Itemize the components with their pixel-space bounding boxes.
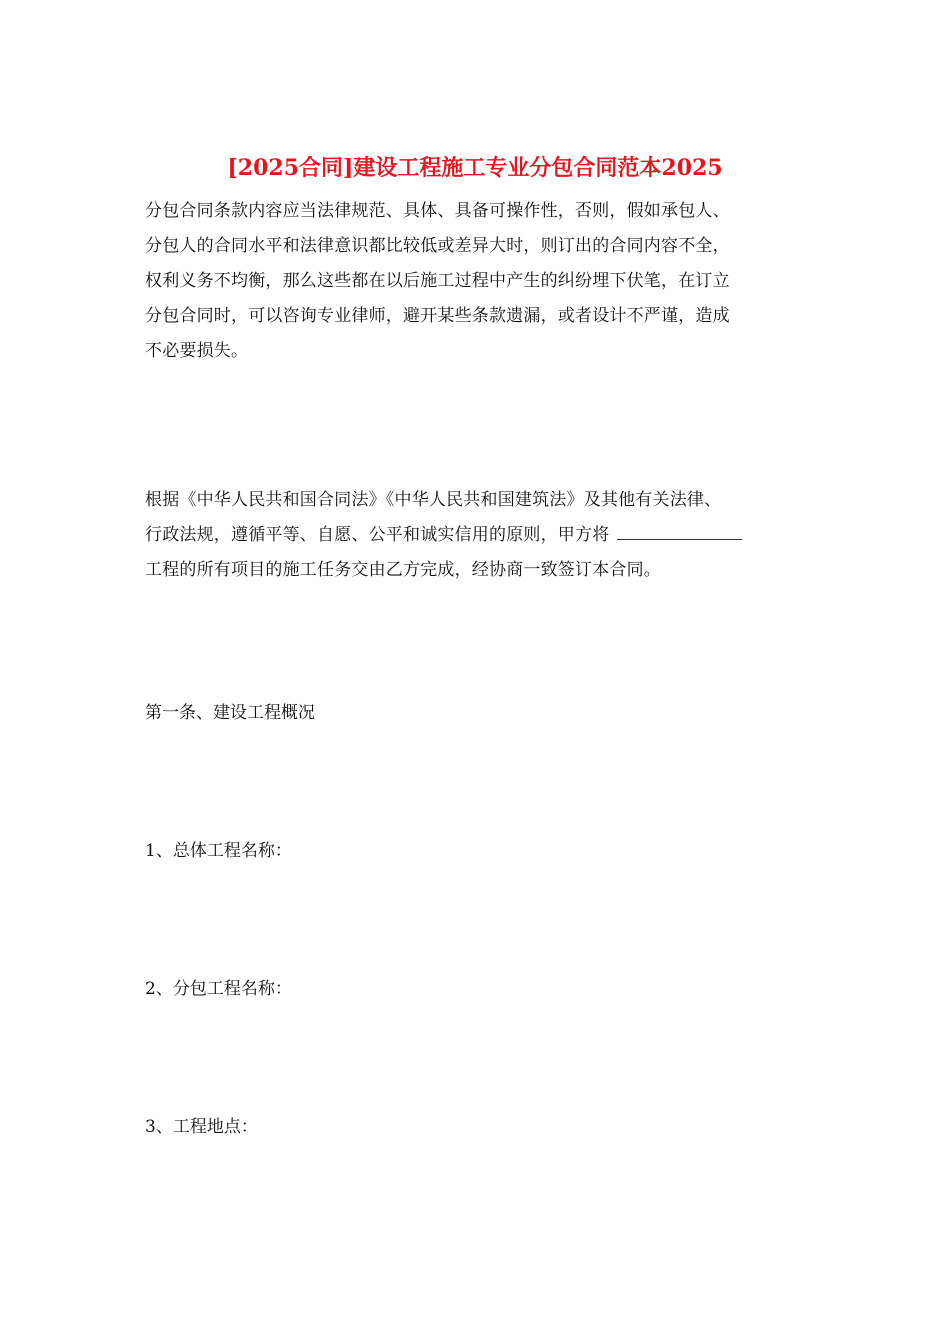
project-name-blank: [617, 521, 742, 540]
basis-line: 根据《中华人民共和国合同法》《中华人民共和国建筑法》及其他有关法律、: [145, 490, 722, 510]
intro-line: 不必要损失。: [145, 341, 249, 361]
intro-line: 分包合同时，可以咨询专业律师，避开某些条款遗漏，或者设计不严谨，造成: [145, 306, 730, 326]
basis-line-with-blank: [145, 518, 805, 553]
item-subcontract-project-name: 2、分包工程名称：: [145, 979, 292, 999]
intro-line: 分包合同条款内容应当法律规范、具体、具备可操作性，否则，假如承包人、: [145, 201, 730, 221]
intro-line: 分包人的合同水平和法律意识都比较低或差异大时，则订出的合同内容不全，: [145, 236, 730, 256]
basis-line: 工程的所有项目的施工任务交由乙方完成，经协商一致签订本合同。: [145, 560, 661, 580]
article-1-heading: 第一条、建设工程概况: [145, 703, 315, 723]
document-title: [2025合同]建设工程施工专业分包合同范本2025: [227, 155, 723, 181]
item-project-location: 3、工程地点：: [145, 1117, 258, 1137]
basis-paragraph: [145, 483, 805, 588]
intro-line: 权利义务不均衡，那么这些都在以后施工过程中产生的纠纷埋下伏笔，在订立: [145, 271, 730, 291]
basis-line: 行政法规，遵循平等、自愿、公平和诚实信用的原则，甲方将: [145, 525, 610, 545]
item-overall-project-name: 1、总体工程名称：: [145, 841, 292, 861]
intro-paragraph: [145, 194, 805, 369]
